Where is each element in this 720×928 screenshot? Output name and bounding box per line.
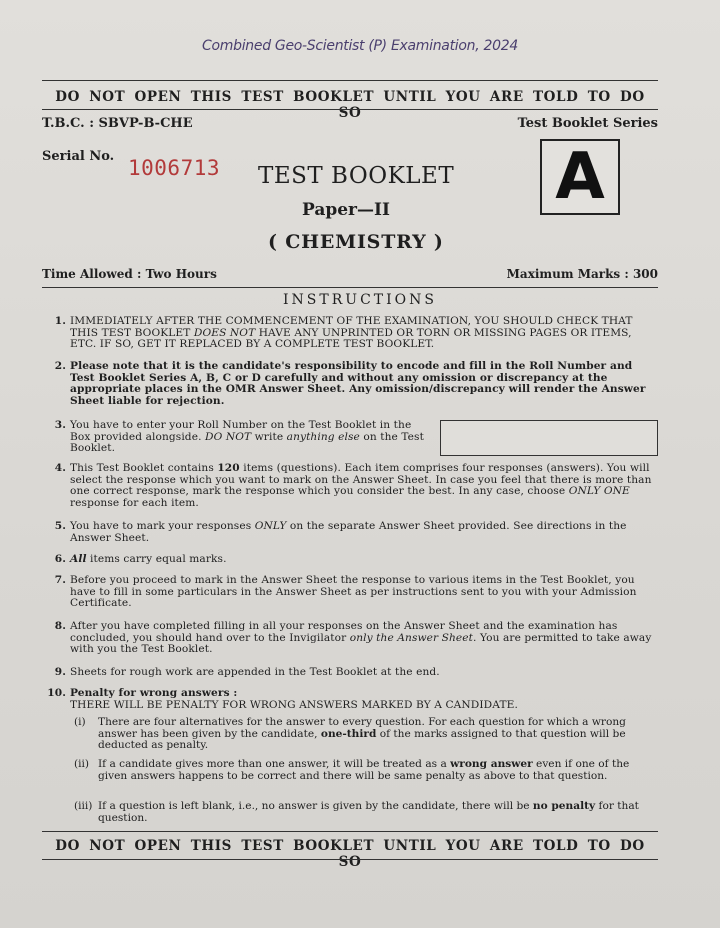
instruction-item-8: [42, 621, 658, 656]
maximum-marks: Maximum Marks : 300: [506, 267, 658, 281]
item-text: even if one of the given answers happens to be correct and there will be same penalty as above to that question.: [98, 758, 630, 782]
item-text: If a question is left blank, i.e., no answer is given by the candidate, there will be: [98, 800, 533, 812]
penalty-item-i: [74, 717, 658, 752]
instruction-item-7: [42, 575, 658, 610]
item-number: 10.: [47, 687, 66, 699]
penalty-line: THERE WILL BE PENALTY FOR WRONG ANSWERS MARKED BY A CANDIDATE.: [70, 698, 518, 711]
item-emphasis: only the Answer Sheet.: [349, 631, 477, 644]
item-emphasis: ONLY: [254, 520, 287, 532]
instruction-item-10: [42, 688, 658, 711]
item-text: on the separate Answer Sheet provided. See directions in the Answer Sheet.: [70, 520, 627, 544]
instruction-item-9: [42, 667, 658, 679]
instruction-item-6: [42, 554, 658, 566]
penalty-heading: Penalty for wrong answers :: [70, 687, 238, 699]
paper-label: Paper—II: [302, 200, 390, 220]
bottom-rule: [42, 831, 658, 832]
item-text: items carry equal marks.: [86, 553, 227, 565]
item-text: You have to enter your Roll Number on the Test Booklet in the Box provided alongside.: [70, 419, 412, 443]
item-text: of the marks assigned to that question will be deducted as penalty.: [98, 727, 626, 752]
instructions-rule: [42, 287, 658, 288]
item-number: 5.: [54, 520, 66, 532]
booklet-title: TEST BOOKLET: [258, 163, 455, 189]
penalty-number: (iii): [74, 800, 93, 812]
item-number: 7.: [54, 574, 66, 586]
item-number: 2.: [54, 360, 66, 372]
item-emphasis: DOES NOT: [193, 326, 256, 339]
top-rule: [42, 80, 658, 81]
item-number: 3.: [54, 419, 66, 431]
penalty-item-ii: [74, 759, 658, 782]
series-letter: A: [555, 140, 605, 214]
item-number: 8.: [54, 620, 66, 632]
item-bold: 120: [217, 462, 240, 474]
top-banner-rule: [42, 109, 658, 110]
item-text: response for each item.: [70, 496, 199, 509]
instruction-item-4: [42, 463, 658, 509]
item-text: Before you proceed to mark in the Answer Sheet the response to various items in the Test Booklet, you have to fill in some particulars in the Answer Sheet as per instructions sent to you with your Admission Certificate.: [70, 574, 637, 610]
bottom-banner-rule: [42, 859, 658, 860]
item-emphasis: ONLY ONE: [568, 485, 630, 498]
penalty-item-iii: [74, 801, 658, 824]
item-emphasis: anything else: [286, 430, 360, 443]
item-number: 4.: [54, 462, 66, 474]
instruction-item-5: [42, 521, 658, 544]
item-emphasis: DO NOT: [205, 430, 252, 443]
roll-number-box[interactable]: [440, 420, 658, 456]
item-text: If a candidate gives more than one answer, it will be treated as a: [98, 758, 451, 770]
item-text: There are four alternatives for the answer to every question. For each question for which a wrong answer has been given by the candidate,: [98, 716, 626, 740]
penalty-number: (i): [74, 716, 86, 728]
time-allowed: Time Allowed : Two Hours: [42, 267, 217, 281]
item-number: 6.: [54, 553, 66, 565]
item-text: write: [251, 430, 287, 443]
subject-title: ( CHEMISTRY ): [268, 231, 444, 253]
item-text: for that question.: [98, 800, 639, 824]
serial-label: Serial No.: [42, 149, 115, 164]
item-bold: no penalty: [532, 800, 596, 812]
item-emphasis: All: [70, 553, 87, 565]
top-warning-banner: DO NOT OPEN THIS TEST BOOKLET UNTIL YOU ARE TOLD TO DO SO: [55, 89, 645, 121]
item-text: This Test Booklet contains: [70, 462, 218, 474]
bottom-warning-banner: DO NOT OPEN THIS TEST BOOKLET UNTIL YOU ARE TOLD TO DO SO: [55, 838, 645, 870]
instruction-item-1: [42, 316, 658, 351]
instruction-item-3: [42, 420, 432, 455]
instruction-item-2: [42, 361, 658, 407]
item-number: 9.: [54, 666, 66, 678]
item-text: items (questions). Each item comprises four responses (answers). You will select the response which you want to mark on the Answer Sheet. In case you feel that there is more than one correct response, mark the response which you consider the best. In any case, choose: [70, 462, 652, 498]
item-number: 1.: [54, 315, 66, 327]
item-text: HAVE ANY UNPRINTED OR TORN OR MISSING PAGES OR ITEMS, ETC. IF SO, GET IT REPLACED BY A COMPLETE TEST BOOKLET.: [70, 326, 632, 351]
item-text: You are permitted to take away with you the Test Booklet.: [70, 631, 652, 656]
item-text: After you have completed filling in all your responses on the Answer Sheet and the examination has concluded, you should hand over to the Invigilator: [70, 620, 618, 644]
series-label: Test Booklet Series: [517, 116, 658, 131]
exam-name-stamp: Combined Geo-Scientist (P) Examination, 2024: [202, 38, 518, 54]
item-bold: wrong answer: [450, 758, 533, 770]
item-text: Please note that it is the candidate's responsibility to encode and fill in the Roll Number and Test Booklet Series A, B, C or D carefully and without any omission or discrepancy at the appropriate places in the OMR Answer Sheet. Any omission/discrepancy will render the Answer Sheet liable for rejection.: [70, 360, 646, 407]
tbc-code: T.B.C. : SBVP-B-CHE: [42, 116, 193, 131]
penalty-number: (ii): [74, 758, 90, 770]
item-bold: one-third: [320, 727, 377, 740]
item-text: You have to mark your responses: [70, 520, 255, 532]
series-letter-box: [540, 139, 620, 215]
serial-number: 1006713: [128, 156, 221, 180]
item-text: IMMEDIATELY AFTER THE COMMENCEMENT OF THE EXAMINATION, YOU SHOULD CHECK THAT THIS TEST BOOKLET: [70, 315, 633, 339]
item-text: Sheets for rough work are appended in the Test Booklet at the end.: [70, 666, 440, 678]
item-text: on the Test Booklet.: [70, 430, 424, 455]
instructions-heading: INSTRUCTIONS: [283, 292, 437, 308]
